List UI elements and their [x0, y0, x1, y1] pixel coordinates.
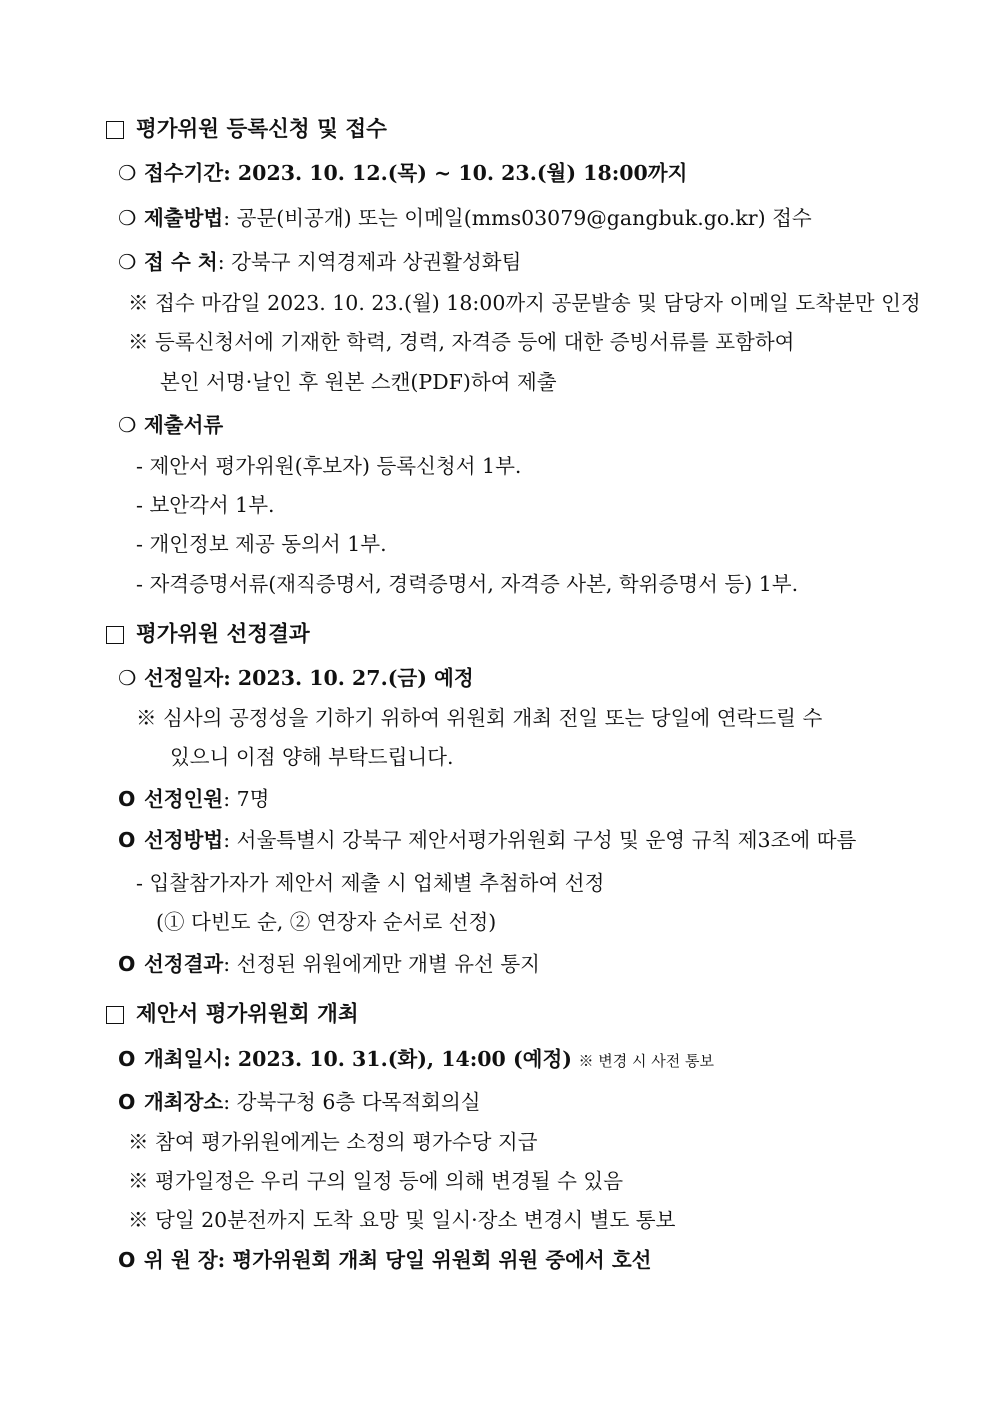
selection-method: O 선정방법: 서울특별시 강북구 제안서평가위원회 구성 및 운영 규칙 제3조에 따름 — [118, 828, 857, 852]
square-bullet-icon — [106, 626, 124, 644]
circle-bullet-icon: O — [118, 952, 136, 976]
circle-bullet-icon: O — [118, 787, 136, 811]
meeting-place: O 개최장소: 강북구청 6층 다목적회의실 — [118, 1090, 481, 1114]
circle-bullet-icon: ❍ — [118, 413, 137, 437]
meeting-datetime: O 개최일시: 2023. 10. 31.(화), 14:00 (예정) ※ 변경 시 사전 통보 — [118, 1047, 714, 1071]
section-heading-selection: 평가위원 선정결과 — [106, 621, 310, 649]
section-heading-registration: 평가위원 등록신청 및 접수 — [106, 116, 387, 144]
selection-method-sub1: - 입찰참가자가 제안서 제출 시 업체별 추첨하여 선정 — [136, 871, 605, 895]
contact-note-line1: ※ 심사의 공정성을 기하기 위하여 위원회 개최 전일 또는 당일에 연락드릴 수 — [136, 706, 823, 730]
circle-bullet-icon: O — [118, 1090, 136, 1114]
deadline-note: ※ 접수 마감일 2023. 10. 23.(월) 18:00까지 공문발송 및 담당자 이메일 도착분만 인정 — [128, 291, 921, 315]
evidence-note-line1: ※ 등록신청서에 기재한 학력, 경력, 자격증 등에 대한 증빙서류를 포함하여 — [128, 330, 795, 354]
document-item: - 제안서 평가위원(후보자) 등록신청서 1부. — [136, 454, 522, 478]
circle-bullet-icon: O — [118, 828, 136, 852]
schedule-change-note: ※ 평가일정은 우리 구의 일정 등에 의해 변경될 수 있음 — [128, 1169, 624, 1193]
square-bullet-icon — [106, 1006, 124, 1024]
selection-result: O 선정결과: 선정된 위원에게만 개별 유선 통지 — [118, 952, 540, 976]
submission-method: ❍ 제출방법: 공문(비공개) 또는 이메일(mms03079@gangbuk.go.kr) 접수 — [118, 206, 812, 230]
document-item: - 자격증명서류(재직증명서, 경력증명서, 자격증 사본, 학위증명서 등) 1부. — [136, 572, 799, 596]
contact-note-line2: 있으니 이점 양해 부탁드립니다. — [170, 745, 454, 769]
document-item: - 보안각서 1부. — [136, 493, 275, 517]
circle-bullet-icon: ❍ — [118, 161, 137, 185]
evidence-note-line2: 본인 서명·날인 후 원본 스캔(PDF)하여 제출 — [160, 370, 557, 394]
reception-period: ❍ 접수기간: 2023. 10. 12.(목) ~ 10. 23.(월) 18:00까지 — [118, 161, 688, 185]
circle-bullet-icon: ❍ — [118, 666, 137, 690]
selection-date: ❍ 선정일자: 2023. 10. 27.(금) 예정 — [118, 666, 474, 690]
section-heading-meeting: 제안서 평가위원회 개최 — [106, 1001, 359, 1029]
circle-bullet-icon: O — [118, 1047, 136, 1071]
circle-bullet-icon: O — [118, 1248, 136, 1272]
square-bullet-icon — [106, 121, 124, 139]
circle-bullet-icon: ❍ — [118, 250, 137, 274]
circle-bullet-icon: ❍ — [118, 206, 137, 230]
document-item: - 개인정보 제공 동의서 1부. — [136, 532, 387, 556]
allowance-note: ※ 참여 평가위원에게는 소정의 평가수당 지급 — [128, 1130, 538, 1154]
reception-office: ❍ 접 수 처: 강북구 지역경제과 상권활성화팀 — [118, 250, 522, 274]
submission-documents-heading: ❍ 제출서류 — [118, 413, 224, 437]
chairperson: O 위 원 장: 평가위원회 개최 당일 위원회 위원 중에서 호선 — [118, 1248, 652, 1272]
arrival-note: ※ 당일 20분전까지 도착 요망 및 일시·장소 변경시 별도 통보 — [128, 1208, 676, 1232]
selection-count: O 선정인원: 7명 — [118, 787, 270, 811]
selection-method-sub2: (① 다빈도 순, ② 연장자 순서로 선정) — [156, 910, 497, 934]
